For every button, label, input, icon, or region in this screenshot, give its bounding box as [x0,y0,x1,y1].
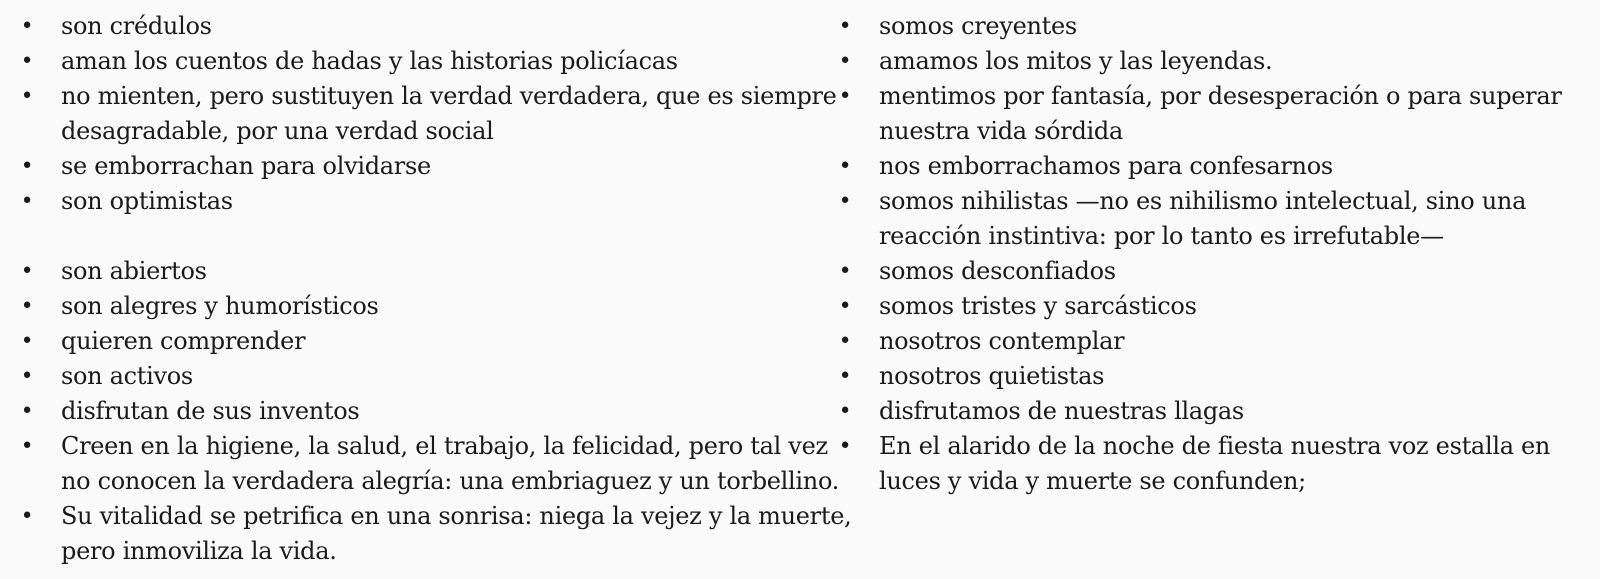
list-item-text: son crédulos [61,12,212,40]
list-item [836,429,1576,499]
bullet-icon: • [20,154,34,179]
bullet-icon: • [838,189,852,214]
list-item [836,359,1576,394]
list-item-text: nosotros contemplar [879,327,1125,355]
bullet-icon: • [838,294,852,319]
list-item [836,79,1576,149]
bullet-icon: • [20,364,34,389]
list-item-text: quieren comprender [61,327,306,355]
bullet-icon: • [20,294,34,319]
list-item-text: En el alarido de la noche de fiesta nuestra voz estalla en [879,432,1551,460]
bullet-icon: • [20,259,34,284]
list-item-text: aman los cuentos de hadas y las historias policíacas [61,47,678,75]
bullet-icon: • [838,329,852,354]
list-item [836,184,1576,254]
bullet-icon: • [838,259,852,284]
bullet-icon: • [838,399,852,424]
bullet-icon: • [20,329,34,354]
list-item-text: se emborrachan para olvidarse [61,152,431,180]
bullet-icon: • [838,14,852,39]
list-item [836,254,1576,289]
list-item-text-continued: nuestra vida sórdida [879,117,1123,145]
bullet-icon: • [838,49,852,74]
list-item [18,254,828,289]
list-item [18,79,837,149]
bullet-icon: • [20,84,34,109]
list-item-text: Creen en la higiene, la salud, el trabajo, la felicidad, pero tal vez [61,432,828,460]
bullet-icon: • [20,434,34,459]
list-item-text: disfrutan de sus inventos [61,397,360,425]
list-item-text: disfrutamos de nuestras llagas [879,397,1244,425]
list-item-text: son activos [61,362,193,390]
list-item-text: somos tristes y sarcásticos [879,292,1197,320]
list-item [18,324,828,359]
right-column-list [836,9,1576,499]
list-item-text-continued: pero inmoviliza la vida. [61,537,337,565]
list-item-text: son abiertos [61,257,207,285]
list-item [836,44,1576,79]
list-item-text: amamos los mitos y las leyendas. [879,47,1273,75]
list-item [18,429,840,499]
list-item [18,394,828,429]
list-item [836,324,1576,359]
bullet-icon: • [20,504,34,529]
bullet-icon: • [838,84,852,109]
bullet-icon: • [838,364,852,389]
list-item-text: nos emborrachamos para confesarnos [879,152,1333,180]
list-item-text: mentimos por fantasía, por desesperación o para superar [879,82,1562,110]
bullet-icon: • [20,399,34,424]
bullet-icon: • [20,49,34,74]
list-item [836,9,1576,44]
bullet-icon: • [838,434,852,459]
list-item-text: son alegres y humorísticos [61,292,379,320]
list-item [18,359,828,394]
list-item-text: somos creyentes [879,12,1077,40]
list-item-text-continued: no conocen la verdadera alegría: una embriaguez y un torbellino. [61,467,840,495]
list-item [18,149,828,184]
list-item-text: Su vitalidad se petrifica en una sonrisa: niega la vejez y la muerte, [61,502,852,530]
list-item [18,184,828,219]
list-item [18,289,828,324]
list-item-text: somos nihilistas —no es nihilismo intelectual, sino una [879,187,1527,215]
list-item-text-continued: reacción instintiva: por lo tanto es irrefutable— [879,222,1444,250]
list-item [18,9,828,44]
list-spacer [18,219,828,254]
list-item-text: nosotros quietistas [879,362,1105,390]
list-item-text: son optimistas [61,187,233,215]
left-column-list [18,9,852,569]
list-item-text-continued: luces y vida y muerte se confunden; [879,467,1306,495]
list-item [836,149,1576,184]
list-item [836,394,1576,429]
bullet-icon: • [20,189,34,214]
list-item-text-continued: desagradable, por una verdad social [61,117,494,145]
list-item-text: no mienten, pero sustituyen la verdad verdadera, que es siempre [61,82,837,110]
list-item [18,44,828,79]
list-item [836,289,1576,324]
list-item-text: somos desconfiados [879,257,1116,285]
bullet-icon: • [838,154,852,179]
bullet-icon: • [20,14,34,39]
list-item [18,499,852,569]
